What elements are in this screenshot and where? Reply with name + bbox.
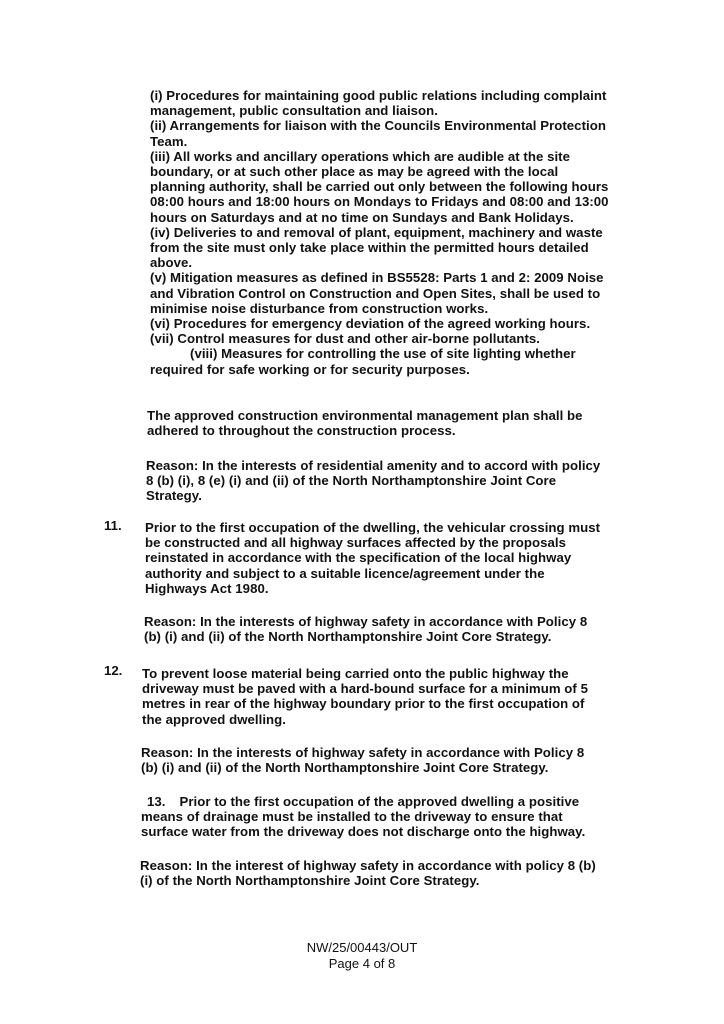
paragraph-line: (b) (i) and (ii) of the North Northamptonshire Joint Core Strategy. bbox=[141, 760, 549, 776]
page-footer bbox=[0, 940, 724, 972]
page-number: Page 4 of 8 bbox=[328, 956, 396, 971]
paragraph-line: Prior to the first occupation of the dwelling, the vehicular crossing must bbox=[145, 520, 601, 535]
condition-number: 12. bbox=[104, 663, 123, 678]
construction-plan-list bbox=[150, 88, 609, 377]
paragraph-line: The approved construction environmental management plan shall be bbox=[147, 408, 583, 423]
paragraph-line: 8 (b) (i), 8 (e) (i) and (ii) of the North Northamptonshire Joint Core bbox=[146, 473, 557, 489]
list-line: (vii) Control measures for dust and other air-borne pollutants. bbox=[150, 331, 541, 347]
paragraph-line: adhered to throughout the construction process. bbox=[147, 423, 456, 439]
paragraph-line bbox=[141, 794, 585, 809]
cemp-statement bbox=[147, 408, 583, 438]
list-line: (ii) Arrangements for liaison with the Councils Environmental Protection bbox=[150, 118, 606, 134]
list-line: (vi) Procedures for emergency deviation of the agreed working hours. bbox=[150, 316, 591, 332]
condition-text bbox=[142, 666, 588, 727]
paragraph-line: Reason: In the interests of residential amenity and to accord with policy bbox=[146, 458, 601, 473]
list-line: (iv) Deliveries to and removal of plant, equipment, machinery and waste bbox=[150, 224, 603, 240]
paragraph-line: means of drainage must be installed to the driveway to ensure that bbox=[141, 809, 563, 825]
paragraph-line: be constructed and all highway surfaces affected by the proposals bbox=[145, 535, 566, 551]
list-line: hours on Saturdays and at no time on Sundays and Bank Holidays. bbox=[150, 209, 574, 225]
list-line: from the site must only take place within the permitted hours detailed bbox=[150, 240, 589, 256]
paragraph-line: Strategy. bbox=[146, 488, 202, 504]
paragraph-line: (b) (i) and (ii) of the North Northamptonshire Joint Core Strategy. bbox=[144, 629, 552, 645]
reason-paragraph bbox=[141, 745, 584, 775]
list-line: boundary, or at such other place as may be agreed with the local bbox=[150, 164, 559, 180]
reason-paragraph bbox=[146, 458, 600, 504]
paragraph-line: Prior to the first occupation of the approved dwelling a positive bbox=[179, 794, 580, 809]
list-line: management, public consultation and liaison. bbox=[150, 103, 438, 119]
paragraph-line: To prevent loose material being carried onto the public highway the bbox=[142, 666, 569, 681]
list-line: (v) Mitigation measures as defined in BS5528: Parts 1 and 2: 2009 Noise bbox=[150, 270, 604, 286]
list-line: Team. bbox=[150, 133, 188, 149]
condition-text bbox=[141, 794, 585, 840]
paragraph-line: driveway must be paved with a hard-bound surface for a minimum of 5 bbox=[142, 681, 588, 697]
paragraph-line: the approved dwelling. bbox=[142, 711, 286, 727]
paragraph-line: reinstated in accordance with the specification of the local highway bbox=[145, 550, 572, 566]
paragraph-line: metres in rear of the highway boundary prior to the first occupation of bbox=[142, 696, 585, 712]
condition-number: 11. bbox=[104, 518, 122, 533]
list-line: 08:00 hours and 18:00 hours on Mondays to Fridays and 08:00 and 13:00 bbox=[150, 194, 609, 210]
list-line: (viii) Measures for controlling the use of site lighting whether bbox=[190, 346, 576, 362]
list-line: planning authority, shall be carried out only between the following hours bbox=[150, 179, 609, 195]
paragraph-line: surface water from the driveway does not discharge onto the highway. bbox=[141, 824, 586, 840]
paragraph-line: (i) of the North Northamptonshire Joint Core Strategy. bbox=[140, 873, 480, 889]
application-reference: NW/25/00443/OUT bbox=[306, 940, 418, 955]
list-line: minimise noise disturbance from construction works. bbox=[150, 300, 489, 316]
paragraph-line: Highways Act 1980. bbox=[145, 580, 269, 596]
reason-paragraph bbox=[144, 614, 587, 644]
paragraph-line: authority and subject to a suitable licence/agreement under the bbox=[145, 565, 545, 581]
paragraph-line: Reason: In the interests of highway safety in accordance with Policy 8 bbox=[141, 745, 585, 760]
list-line: (i) Procedures for maintaining good public relations including complaint bbox=[150, 88, 607, 103]
paragraph-line: Reason: In the interests of highway safety in accordance with Policy 8 bbox=[144, 614, 588, 629]
reason-paragraph bbox=[140, 858, 596, 888]
condition-text bbox=[145, 520, 600, 596]
condition-number: 13. bbox=[147, 794, 166, 809]
list-line: above. bbox=[150, 255, 193, 271]
list-line: (iii) All works and ancillary operations which are audible at the site bbox=[150, 148, 570, 164]
paragraph-line: Reason: In the interest of highway safety in accordance with policy 8 (b) bbox=[140, 858, 596, 873]
list-line: and Vibration Control on Construction and Open Sites, shall be used to bbox=[150, 285, 601, 301]
list-line: required for safe working or for security purposes. bbox=[150, 361, 470, 377]
